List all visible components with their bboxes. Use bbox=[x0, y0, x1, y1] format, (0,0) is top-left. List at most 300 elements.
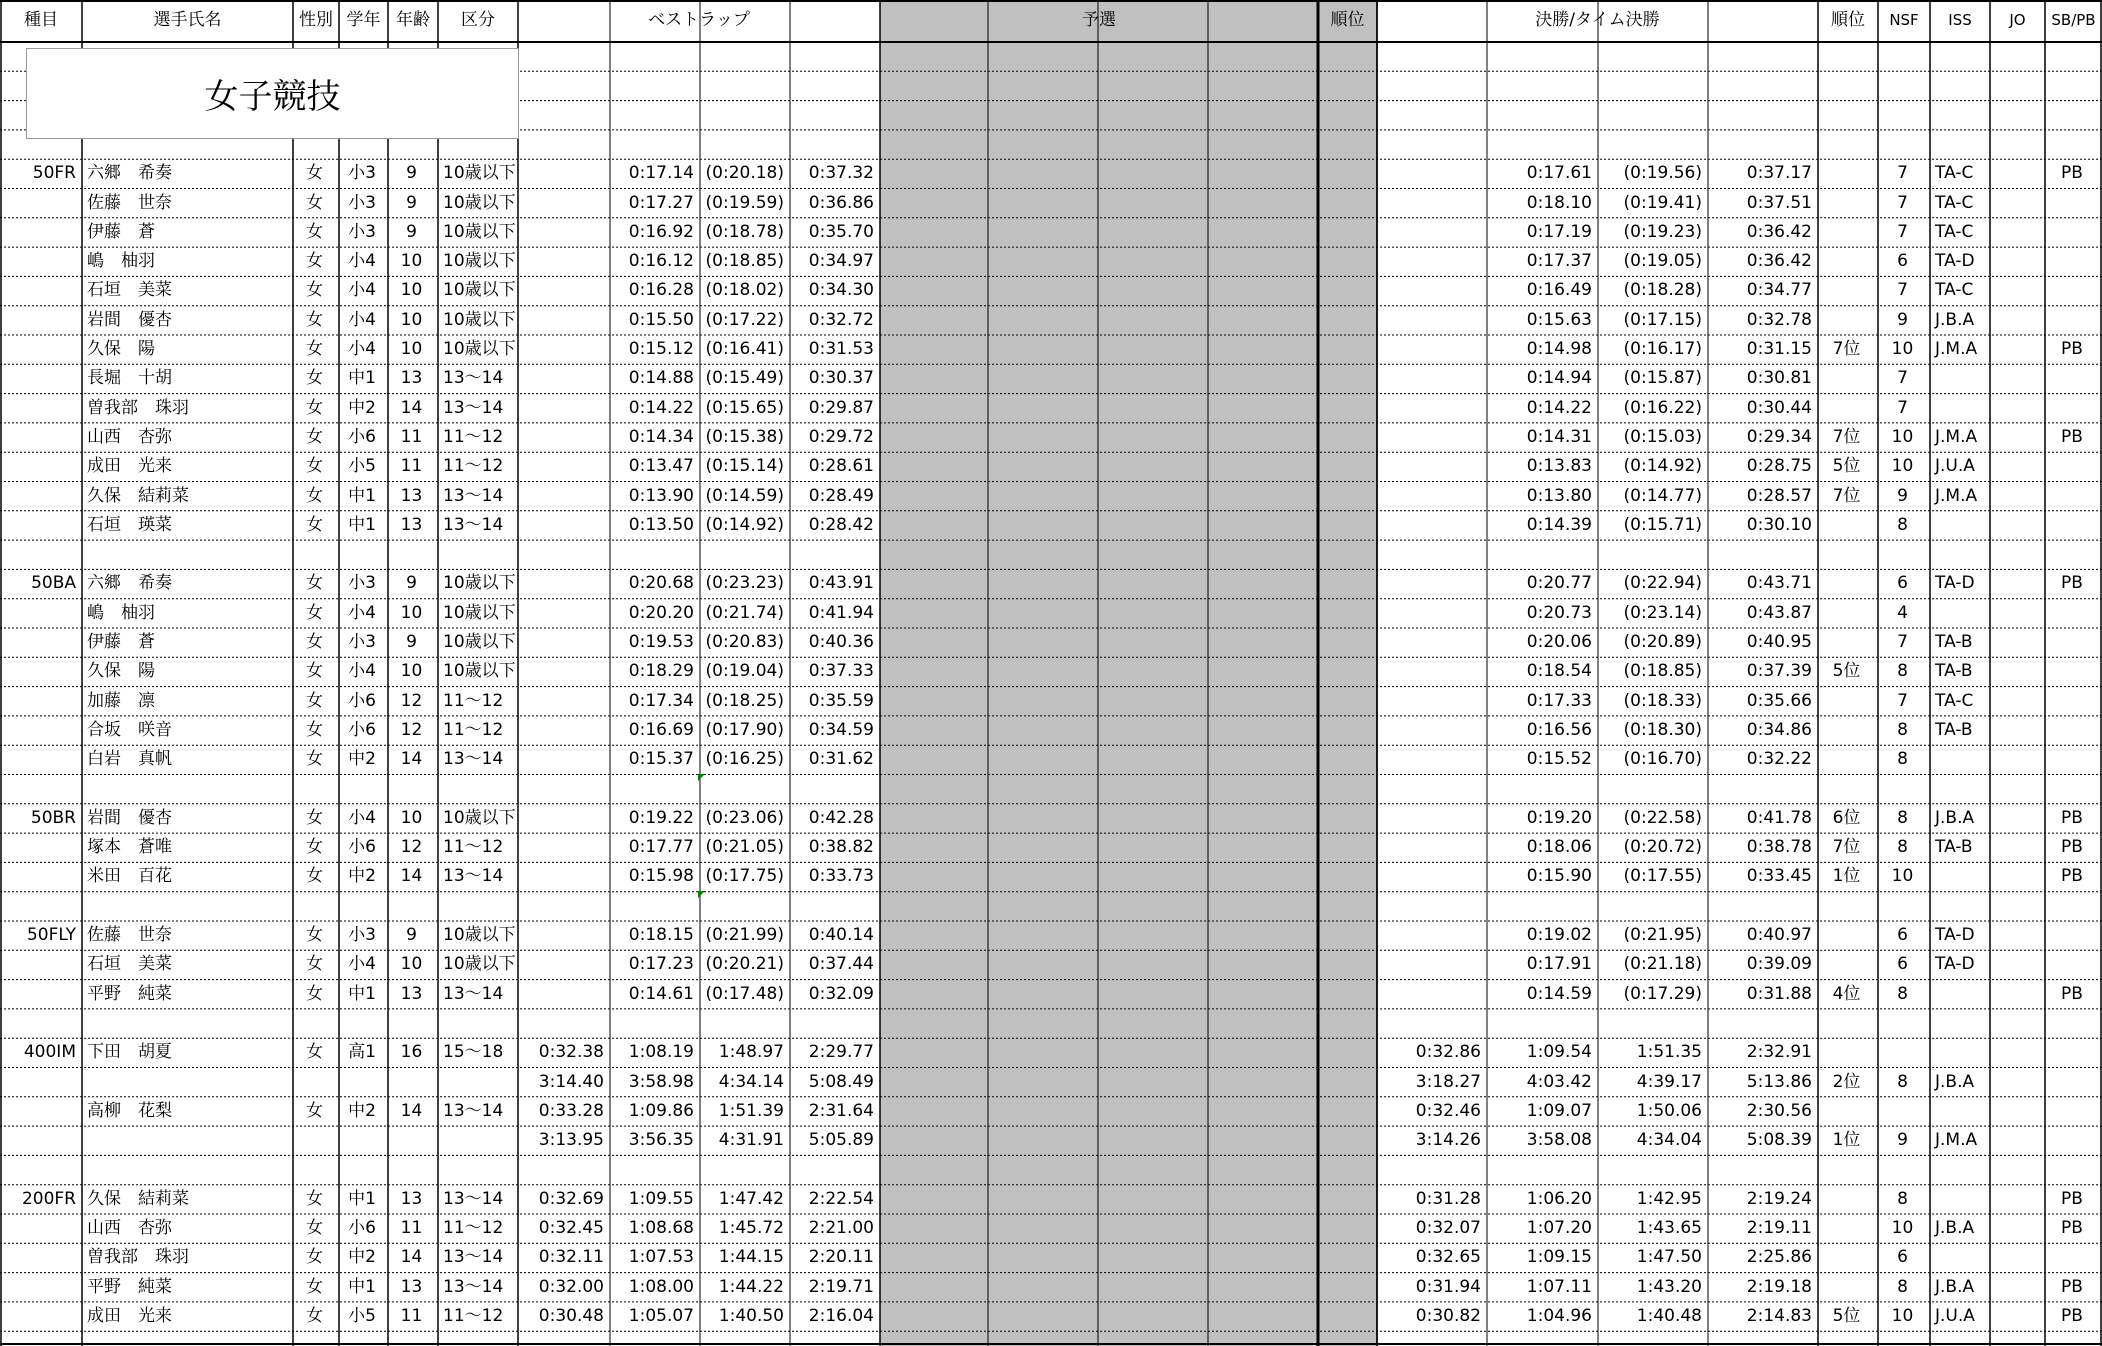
best-lap-3: 0:40.14 bbox=[808, 925, 874, 945]
header-rank-final: 順位 bbox=[1831, 10, 1865, 30]
best-lap-2: (0:21.05) bbox=[705, 837, 784, 858]
best-lap-3: 0:33.73 bbox=[808, 866, 874, 887]
sheet-title: 女子競技 bbox=[204, 77, 341, 117]
best-lap-2: (0:17.75) bbox=[705, 866, 784, 887]
best-lap-0: 3:14.40 bbox=[538, 1071, 604, 1092]
best-lap-3: 0:28.61 bbox=[808, 456, 874, 477]
division: 10歳以下 bbox=[443, 280, 516, 301]
nsf: 7 bbox=[1897, 221, 1908, 242]
final-lap-2: 4:39.17 bbox=[1636, 1071, 1702, 1092]
iss: J.B.A bbox=[1935, 1071, 1975, 1092]
nsf: 8 bbox=[1897, 1071, 1908, 1092]
sb-pb: PB bbox=[2061, 1218, 2083, 1238]
sex: 女 bbox=[306, 807, 323, 828]
age: 10 bbox=[400, 339, 423, 359]
final-lap-2: 1:50.06 bbox=[1636, 1100, 1702, 1121]
swimmer-name: 佐藤 世奈 bbox=[87, 192, 172, 213]
final-lap-1: 1:09.15 bbox=[1526, 1247, 1592, 1268]
header-best-lap: ベストラップ bbox=[648, 10, 750, 30]
grade: 小3 bbox=[348, 192, 376, 213]
best-lap-2: (0:19.59) bbox=[705, 192, 784, 213]
division: 13～14 bbox=[443, 866, 504, 887]
best-lap-1: 0:18.29 bbox=[628, 661, 694, 682]
best-lap-3: 2:20.11 bbox=[808, 1247, 874, 1268]
nsf: 9 bbox=[1897, 1130, 1908, 1151]
best-lap-3: 0:37.44 bbox=[808, 954, 874, 975]
swimmer-name: 伊藤 蒼 bbox=[87, 221, 155, 242]
sb-pb: PB bbox=[2061, 837, 2083, 858]
swimmer-name: 岩間 優杏 bbox=[87, 309, 172, 330]
best-lap-0: 0:32.00 bbox=[538, 1276, 604, 1297]
best-lap-2: 1:45.72 bbox=[718, 1218, 784, 1238]
event-code: 50BR bbox=[30, 807, 76, 828]
header-preliminary: 予選 bbox=[1082, 10, 1116, 30]
nsf: 8 bbox=[1897, 749, 1908, 770]
best-lap-1: 0:16.69 bbox=[628, 719, 694, 740]
best-lap-1: 0:13.47 bbox=[628, 456, 694, 477]
nsf: 9 bbox=[1897, 485, 1908, 506]
iss: TA-B bbox=[1935, 719, 1973, 740]
final-lap-2: (0:18.28) bbox=[1623, 280, 1702, 301]
header-rank-prelim: 順位 bbox=[1330, 10, 1365, 30]
division: 10歳以下 bbox=[443, 807, 516, 828]
header-division: 区分 bbox=[461, 10, 495, 30]
final-lap-2: 4:34.04 bbox=[1636, 1130, 1702, 1151]
division: 13～14 bbox=[443, 983, 504, 1004]
final-lap-3: 2:30.56 bbox=[1746, 1100, 1812, 1121]
best-lap-1: 0:15.37 bbox=[628, 749, 694, 770]
best-lap-3: 0:43.91 bbox=[808, 573, 874, 594]
best-lap-3: 0:32.72 bbox=[808, 309, 874, 330]
final-lap-3: 0:28.75 bbox=[1746, 456, 1812, 477]
grade: 小4 bbox=[348, 280, 376, 301]
final-lap-2: 1:43.65 bbox=[1636, 1218, 1702, 1238]
sex: 女 bbox=[306, 719, 323, 740]
age: 11 bbox=[400, 1218, 423, 1238]
final-lap-2: (0:19.23) bbox=[1623, 221, 1702, 242]
final-lap-2: (0:14.92) bbox=[1623, 456, 1702, 477]
swimmer-name: 成田 光来 bbox=[87, 1305, 172, 1326]
grade: 小3 bbox=[348, 632, 376, 652]
swimmer-name: 長堀 十胡 bbox=[87, 368, 172, 389]
final-lap-1: 0:17.61 bbox=[1526, 163, 1592, 184]
final-lap-2: (0:20.72) bbox=[1623, 837, 1702, 858]
best-lap-1: 0:17.27 bbox=[628, 192, 694, 213]
swimmer-name: 嶋 柚羽 bbox=[87, 251, 155, 272]
final-lap-3: 0:30.81 bbox=[1746, 368, 1812, 389]
age: 14 bbox=[400, 749, 423, 770]
sex: 女 bbox=[306, 514, 323, 535]
final-lap-1: 0:14.39 bbox=[1526, 514, 1592, 535]
header-sex: 性別 bbox=[299, 10, 333, 30]
best-lap-1: 1:08.68 bbox=[628, 1218, 694, 1238]
division: 11～12 bbox=[443, 837, 504, 858]
final-lap-1: 0:18.54 bbox=[1526, 661, 1592, 682]
comment-indicator-icon[interactable] bbox=[698, 891, 705, 898]
swimmer-name: 曽我部 珠羽 bbox=[87, 397, 189, 418]
header-sbpb: SB/PB bbox=[2051, 11, 2096, 29]
best-lap-2: 1:44.22 bbox=[718, 1276, 784, 1297]
best-lap-1: 0:17.23 bbox=[628, 954, 694, 975]
best-lap-3: 0:28.42 bbox=[808, 514, 874, 535]
grade: 小6 bbox=[348, 690, 376, 711]
grade: 小3 bbox=[348, 221, 376, 242]
best-lap-1: 0:14.22 bbox=[628, 397, 694, 418]
sex: 女 bbox=[306, 1218, 323, 1238]
final-lap-3: 0:37.39 bbox=[1746, 661, 1812, 682]
final-lap-1: 0:16.56 bbox=[1526, 719, 1592, 740]
best-lap-3: 0:42.28 bbox=[808, 807, 874, 828]
final-rank: 5位 bbox=[1832, 456, 1861, 477]
swimmer-name: 曽我部 珠羽 bbox=[87, 1247, 189, 1268]
grade: 高1 bbox=[348, 1042, 376, 1063]
final-lap-2: (0:21.95) bbox=[1623, 925, 1702, 945]
final-lap-0: 0:30.82 bbox=[1415, 1305, 1481, 1326]
best-lap-2: (0:20.18) bbox=[705, 163, 784, 184]
nsf: 7 bbox=[1897, 280, 1908, 301]
best-lap-3: 0:41.94 bbox=[808, 602, 874, 623]
final-lap-1: 0:17.37 bbox=[1526, 251, 1592, 272]
best-lap-2: 4:34.14 bbox=[718, 1071, 784, 1092]
best-lap-2: (0:18.85) bbox=[705, 251, 784, 272]
swimmer-name: 伊藤 蒼 bbox=[87, 632, 155, 652]
final-lap-1: 1:09.54 bbox=[1526, 1042, 1592, 1063]
best-lap-2: (0:17.22) bbox=[705, 309, 784, 330]
final-lap-1: 0:14.59 bbox=[1526, 983, 1592, 1004]
best-lap-3: 0:29.72 bbox=[808, 426, 874, 447]
division: 13～14 bbox=[443, 749, 504, 770]
division: 10歳以下 bbox=[443, 954, 516, 975]
final-lap-1: 1:04.96 bbox=[1526, 1305, 1592, 1326]
sb-pb: PB bbox=[2061, 426, 2083, 447]
sex: 女 bbox=[306, 1276, 323, 1297]
nsf: 8 bbox=[1897, 837, 1908, 858]
age: 9 bbox=[406, 192, 417, 213]
best-lap-3: 0:28.49 bbox=[808, 485, 874, 506]
grade: 中2 bbox=[348, 866, 376, 887]
age: 13 bbox=[400, 514, 423, 535]
best-lap-1: 0:20.20 bbox=[628, 602, 694, 623]
division: 13～14 bbox=[443, 1188, 504, 1209]
final-lap-1: 1:06.20 bbox=[1526, 1188, 1592, 1209]
nsf: 6 bbox=[1897, 573, 1908, 594]
final-lap-2: (0:19.41) bbox=[1623, 192, 1702, 213]
best-lap-1: 1:08.19 bbox=[628, 1042, 694, 1063]
nsf: 8 bbox=[1897, 1276, 1908, 1297]
final-lap-2: (0:16.17) bbox=[1623, 339, 1702, 359]
final-lap-3: 0:36.42 bbox=[1746, 251, 1812, 272]
swimmer-name: 久保 陽 bbox=[87, 661, 155, 682]
final-lap-1: 0:16.49 bbox=[1526, 280, 1592, 301]
best-lap-1: 1:07.53 bbox=[628, 1247, 694, 1268]
age: 10 bbox=[400, 807, 423, 828]
sex: 女 bbox=[306, 573, 323, 594]
nsf: 10 bbox=[1891, 456, 1914, 477]
swimmer-name: 白岩 真帆 bbox=[87, 749, 172, 770]
age: 9 bbox=[406, 632, 417, 652]
header-age: 年齢 bbox=[396, 10, 430, 30]
best-lap-0: 0:30.48 bbox=[538, 1305, 604, 1326]
best-lap-1: 3:56.35 bbox=[628, 1130, 694, 1151]
best-lap-3: 0:37.32 bbox=[808, 163, 874, 184]
final-lap-3: 2:14.83 bbox=[1746, 1305, 1812, 1326]
grade: 小6 bbox=[348, 1218, 376, 1238]
best-lap-1: 0:20.68 bbox=[628, 573, 694, 594]
division: 13～14 bbox=[443, 1247, 504, 1268]
best-lap-3: 0:30.37 bbox=[808, 368, 874, 389]
iss: TA-B bbox=[1935, 632, 1973, 652]
final-lap-1: 3:58.08 bbox=[1526, 1130, 1592, 1151]
event-code: 400IM bbox=[23, 1042, 76, 1063]
grade: 中2 bbox=[348, 397, 376, 418]
grade: 小4 bbox=[348, 954, 376, 975]
final-lap-2: (0:17.55) bbox=[1623, 866, 1702, 887]
nsf: 8 bbox=[1897, 719, 1908, 740]
sex: 女 bbox=[306, 1100, 323, 1121]
best-lap-2: 4:31.91 bbox=[718, 1130, 784, 1151]
final-lap-1: 0:17.33 bbox=[1526, 690, 1592, 711]
final-lap-2: (0:18.33) bbox=[1623, 690, 1702, 711]
event-code: 200FR bbox=[21, 1188, 76, 1209]
best-lap-1: 0:16.92 bbox=[628, 221, 694, 242]
age: 13 bbox=[400, 1276, 423, 1297]
header-jo: JO bbox=[2009, 11, 2026, 29]
sex: 女 bbox=[306, 1305, 323, 1326]
grade: 中1 bbox=[348, 1188, 376, 1209]
division: 10歳以下 bbox=[443, 925, 516, 945]
best-lap-2: (0:17.90) bbox=[705, 719, 784, 740]
final-lap-3: 5:08.39 bbox=[1746, 1130, 1812, 1151]
nsf: 8 bbox=[1897, 514, 1908, 535]
iss: TA-B bbox=[1935, 661, 1973, 682]
age: 13 bbox=[400, 983, 423, 1004]
grade: 小6 bbox=[348, 837, 376, 858]
grade: 小3 bbox=[348, 925, 376, 945]
best-lap-1: 0:15.12 bbox=[628, 339, 694, 359]
sex: 女 bbox=[306, 368, 323, 389]
final-lap-2: (0:17.15) bbox=[1623, 309, 1702, 330]
final-lap-1: 0:19.20 bbox=[1526, 807, 1592, 828]
grade: 小3 bbox=[348, 163, 376, 184]
final-lap-1: 0:18.06 bbox=[1526, 837, 1592, 858]
best-lap-2: (0:21.99) bbox=[705, 925, 784, 945]
swimmer-name: 加藤 凛 bbox=[87, 690, 155, 711]
final-lap-3: 0:35.66 bbox=[1746, 690, 1812, 711]
best-lap-1: 0:16.12 bbox=[628, 251, 694, 272]
division: 10歳以下 bbox=[443, 163, 516, 184]
grade: 小4 bbox=[348, 602, 376, 623]
iss: TA-D bbox=[1935, 251, 1975, 272]
age: 16 bbox=[400, 1042, 423, 1063]
sb-pb: PB bbox=[2061, 1188, 2083, 1209]
nsf: 10 bbox=[1891, 339, 1914, 359]
final-lap-1: 0:17.91 bbox=[1526, 954, 1592, 975]
sex: 女 bbox=[306, 925, 323, 945]
age: 14 bbox=[400, 397, 423, 418]
best-lap-2: (0:17.48) bbox=[705, 983, 784, 1004]
final-lap-1: 0:13.80 bbox=[1526, 485, 1592, 506]
nsf: 6 bbox=[1897, 925, 1908, 945]
final-lap-1: 0:14.94 bbox=[1526, 368, 1592, 389]
final-lap-1: 0:17.19 bbox=[1526, 221, 1592, 242]
best-lap-2: (0:15.38) bbox=[705, 426, 784, 447]
swimmer-name: 高柳 花梨 bbox=[87, 1100, 172, 1121]
best-lap-2: 1:51.39 bbox=[718, 1100, 784, 1121]
best-lap-3: 0:34.97 bbox=[808, 251, 874, 272]
swimmer-name: 久保 結莉菜 bbox=[87, 485, 189, 506]
swimmer-name: 成田 光来 bbox=[87, 456, 172, 477]
final-lap-3: 0:41.78 bbox=[1746, 807, 1812, 828]
division: 13～14 bbox=[443, 514, 504, 535]
final-lap-2: (0:15.87) bbox=[1623, 368, 1702, 389]
nsf: 10 bbox=[1891, 1218, 1914, 1238]
final-lap-3: 2:19.24 bbox=[1746, 1188, 1812, 1209]
division: 10歳以下 bbox=[443, 192, 516, 213]
age: 14 bbox=[400, 866, 423, 887]
age: 9 bbox=[406, 573, 417, 594]
best-lap-3: 0:35.59 bbox=[808, 690, 874, 711]
final-lap-1: 1:07.11 bbox=[1526, 1276, 1592, 1297]
age: 12 bbox=[400, 837, 423, 858]
sex: 女 bbox=[306, 866, 323, 887]
final-lap-3: 0:31.15 bbox=[1746, 339, 1812, 359]
nsf: 7 bbox=[1897, 163, 1908, 184]
final-lap-3: 0:43.71 bbox=[1746, 573, 1812, 594]
swimmer-name: 山西 杏弥 bbox=[87, 1218, 172, 1238]
swimmer-name: 山西 杏弥 bbox=[87, 426, 172, 447]
final-lap-3: 0:32.78 bbox=[1746, 309, 1812, 330]
final-lap-3: 2:25.86 bbox=[1746, 1247, 1812, 1268]
best-lap-2: (0:15.14) bbox=[705, 456, 784, 477]
iss: J.B.A bbox=[1935, 1276, 1975, 1297]
best-lap-2: (0:15.49) bbox=[705, 368, 784, 389]
swimmer-name: 久保 結莉菜 bbox=[87, 1188, 189, 1209]
final-lap-3: 2:19.18 bbox=[1746, 1276, 1812, 1297]
final-lap-2: (0:18.30) bbox=[1623, 719, 1702, 740]
best-lap-2: 1:40.50 bbox=[718, 1305, 784, 1326]
best-lap-1: 0:14.61 bbox=[628, 983, 694, 1004]
final-rank: 4位 bbox=[1832, 983, 1861, 1004]
sb-pb: PB bbox=[2061, 573, 2083, 594]
final-lap-0: 0:31.94 bbox=[1415, 1276, 1481, 1297]
final-lap-3: 0:28.57 bbox=[1746, 485, 1812, 506]
best-lap-2: (0:16.41) bbox=[705, 339, 784, 359]
best-lap-1: 1:08.00 bbox=[628, 1276, 694, 1297]
sex: 女 bbox=[306, 690, 323, 711]
division: 10歳以下 bbox=[443, 632, 516, 652]
final-lap-2: (0:21.18) bbox=[1623, 954, 1702, 975]
age: 10 bbox=[400, 309, 423, 330]
header-event: 種目 bbox=[24, 10, 58, 30]
sb-pb: PB bbox=[2061, 1276, 2083, 1297]
grade: 小6 bbox=[348, 719, 376, 740]
best-lap-3: 2:19.71 bbox=[808, 1276, 874, 1297]
final-lap-3: 0:29.34 bbox=[1746, 426, 1812, 447]
final-lap-2: (0:17.29) bbox=[1623, 983, 1702, 1004]
final-lap-3: 2:32.91 bbox=[1746, 1042, 1812, 1063]
final-lap-0: 0:32.86 bbox=[1415, 1042, 1481, 1063]
nsf: 10 bbox=[1891, 1305, 1914, 1326]
best-lap-2: (0:21.74) bbox=[705, 602, 784, 623]
final-lap-0: 0:32.65 bbox=[1415, 1247, 1481, 1268]
best-lap-1: 3:58.98 bbox=[628, 1071, 694, 1092]
sex: 女 bbox=[306, 983, 323, 1004]
grade: 小5 bbox=[348, 456, 376, 477]
best-lap-2: (0:19.04) bbox=[705, 661, 784, 682]
swimmer-name: 石垣 美菜 bbox=[87, 954, 172, 975]
best-lap-2: (0:16.25) bbox=[705, 749, 784, 770]
best-lap-1: 0:15.98 bbox=[628, 866, 694, 887]
grade: 小4 bbox=[348, 339, 376, 359]
final-lap-1: 0:14.31 bbox=[1526, 426, 1592, 447]
final-lap-3: 0:30.44 bbox=[1746, 397, 1812, 418]
grade: 小4 bbox=[348, 807, 376, 828]
final-rank: 5位 bbox=[1832, 1305, 1861, 1326]
best-lap-3: 0:35.70 bbox=[808, 221, 874, 242]
final-lap-3: 0:32.22 bbox=[1746, 749, 1812, 770]
age: 13 bbox=[400, 1188, 423, 1209]
nsf: 9 bbox=[1897, 309, 1908, 330]
event-code: 50FR bbox=[32, 163, 76, 184]
division: 10歳以下 bbox=[443, 339, 516, 359]
iss: J.B.A bbox=[1935, 309, 1975, 330]
iss: J.U.A bbox=[1935, 1305, 1975, 1326]
best-lap-0: 0:32.38 bbox=[538, 1042, 604, 1063]
final-rank: 6位 bbox=[1832, 807, 1861, 828]
best-lap-0: 0:32.69 bbox=[538, 1188, 604, 1209]
final-lap-0: 0:32.46 bbox=[1415, 1100, 1481, 1121]
age: 11 bbox=[400, 456, 423, 477]
sex: 女 bbox=[306, 426, 323, 447]
grade: 中2 bbox=[348, 1100, 376, 1121]
sb-pb: PB bbox=[2061, 983, 2083, 1004]
best-lap-3: 0:40.36 bbox=[808, 632, 874, 652]
division: 13～14 bbox=[443, 1100, 504, 1121]
age: 14 bbox=[400, 1247, 423, 1268]
final-lap-2: (0:16.70) bbox=[1623, 749, 1702, 770]
final-lap-3: 0:40.95 bbox=[1746, 632, 1812, 652]
iss: TA-C bbox=[1935, 163, 1974, 184]
final-lap-2: (0:22.94) bbox=[1623, 573, 1702, 594]
grade: 中1 bbox=[348, 983, 376, 1004]
division: 10歳以下 bbox=[443, 573, 516, 594]
iss: J.B.A bbox=[1935, 1218, 1975, 1238]
iss: J.M.A bbox=[1935, 485, 1978, 506]
header-nsf: NSF bbox=[1889, 11, 1919, 29]
final-lap-1: 0:18.10 bbox=[1526, 192, 1592, 213]
sex: 女 bbox=[306, 749, 323, 770]
division: 10歳以下 bbox=[443, 221, 516, 242]
grade: 中2 bbox=[348, 749, 376, 770]
final-lap-1: 0:13.83 bbox=[1526, 456, 1592, 477]
grade: 中1 bbox=[348, 485, 376, 506]
swimmer-name: 嶋 柚羽 bbox=[87, 602, 155, 623]
swimmer-name: 塚本 蒼唯 bbox=[87, 837, 172, 858]
age: 10 bbox=[400, 602, 423, 623]
best-lap-1: 0:15.50 bbox=[628, 309, 694, 330]
event-code: 50FLY bbox=[26, 925, 76, 945]
best-lap-2: (0:23.06) bbox=[705, 807, 784, 828]
final-lap-3: 0:34.86 bbox=[1746, 719, 1812, 740]
nsf: 7 bbox=[1897, 690, 1908, 711]
comment-indicator-icon[interactable] bbox=[698, 774, 705, 781]
best-lap-1: 0:17.34 bbox=[628, 690, 694, 711]
swimmer-name: 佐藤 世奈 bbox=[87, 925, 172, 945]
iss: TA-C bbox=[1935, 690, 1974, 711]
iss: J.B.A bbox=[1935, 807, 1975, 828]
division: 11～12 bbox=[443, 1218, 504, 1238]
grade: 小4 bbox=[348, 251, 376, 272]
